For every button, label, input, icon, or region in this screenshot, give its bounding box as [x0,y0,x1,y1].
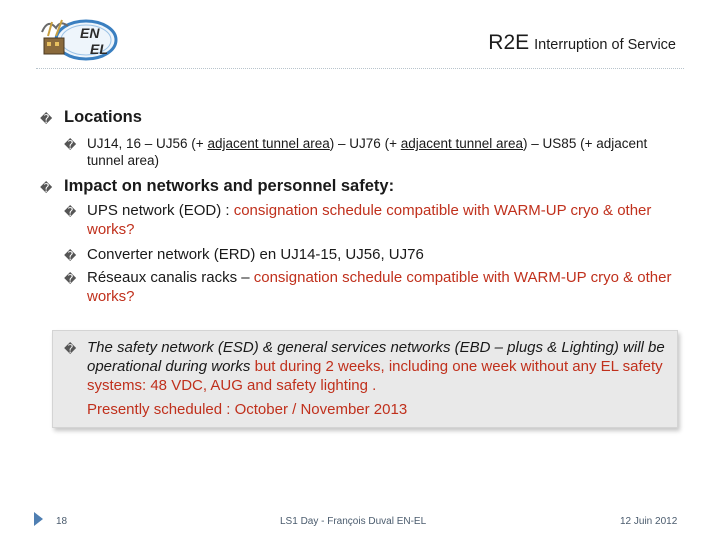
schedule-text: Presently scheduled : October / November 2013 [87,401,408,418]
header-divider [36,68,684,69]
slide-title [488,31,676,55]
slide-title-sub: Interruption of Service [534,37,676,53]
impact-heading: Impact on networks and personnel safety: [64,177,395,195]
footer-date: 12 Juin 2012 [620,516,678,527]
svg-text:EL: EL [90,41,108,57]
footer-marker-icon [34,512,43,526]
page-number: 18 [56,516,68,527]
locations-heading: Locations [64,108,142,126]
locations-item: UJ14, 16 – UJ56 (+ adjacent tunnel area) – UJ76 (+ adjacent tunnel area) – US85 (+ adjacent tunnel area) [87,136,648,168]
ups-network-item: UPS network (EOD) : consignation schedule compatible with WARM-UP cryo & other works? [87,202,652,238]
bullet-icon: � [64,138,77,152]
bullet-icon: � [64,342,77,356]
footer-author: LS1 Day - François Duval EN-EL [280,516,427,527]
safety-network-text: The safety network (ESD) & general services networks (EBD – plugs & Lighting) will be operational during works but during 2 weeks, including one week without any EL safety systems: 48 VDC, AUG and safety lighting . [87,339,665,394]
bullet-icon: � [40,181,53,195]
en-el-logo [34,14,120,66]
converter-network-item: Converter network (ERD) en UJ14-15, UJ56, UJ76 [87,246,424,263]
bullet-icon: � [64,205,77,219]
bullet-icon: � [64,249,77,263]
racks-item: Réseaux canalis racks – consignation schedule compatible with WARM-UP cryo & other works? [87,269,672,305]
bullet-icon: � [64,272,77,286]
slide-title-main: R2E [488,31,530,54]
bullet-icon: � [40,112,53,126]
svg-text:EN: EN [80,25,100,41]
